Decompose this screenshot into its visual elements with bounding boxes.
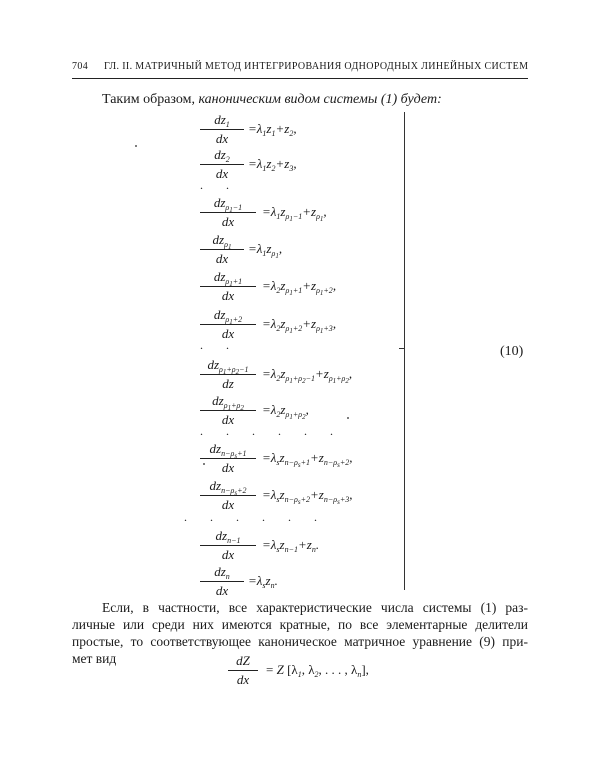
scan-speck xyxy=(347,417,349,419)
ellipsis-row-2: . . xyxy=(200,338,239,352)
paragraph-line: простые, то соответствующее каноническое матричное уравнение (9) при- xyxy=(72,634,528,649)
equation-number: (10) xyxy=(500,344,524,359)
body-paragraph xyxy=(72,599,528,667)
intro-sentence xyxy=(102,92,442,108)
intro-lead: Таким образом, xyxy=(102,92,195,107)
scan-speck xyxy=(135,145,137,147)
scan-speck xyxy=(203,463,205,465)
ellipsis-row-4: . . . . . . xyxy=(184,510,327,524)
ellipsis-row-1: . . xyxy=(200,178,239,192)
book-page: 704 ГЛ. II. МАТРИЧНЫЙ МЕТОД ИНТЕГРИРОВАНИЯ ОДНОРОДНЫХ ЛИНЕЙНЫХ СИСТЕМ Таким образом, каноническим видом системы (1) будет: $dz_1$ dx $=\lambda_1z_1+z_2$, $dz_2$ dx $=\lambda_1z_2+z_3$, . . $dz_{\rho_1-1}$ dx $=\lambda_1z_{\rho_1-1}+z_{\rho_1}$, $dz_{\rho_1}$ dx $=\lambda_1z_{\rho_1}$, $dz_{\rho_1+1}$ dx $=\lambda_2z_{\rho_1+1}+z_{\rho_1+2}$, $dz_{\rho_1+2}$ dx $=\lambda_2z_{\rho_1+2}+z_{\rho_1+3}$, . . $dz_{\rho_1+\rho_2-1}$ dz $=\lambda_2z_{\rho_1+\rho_2-1}+z_{\rho_1+\rho_2}$, $dz_{\rho_1+\rho_2}$ dx $=\lambda_2z_{\rho_1+\rho_2}$, . . . . . . $dz_{n-\rho_s+1}$ dx $=\lambda_sz_{n-\rho_s+1}+z_{n-\rho_s+2}$, $dz_{n-\rho_s+2}$ dx $=\lambda_sz_{n-\rho_s+2}+z_{n-\rho_s+3}$, . . . . . . $dz_{n-1}$ dx $=\lambda_sz_{n-1}+z_n$. $dz_n$ dx $=\lambda_sz_n$. (10) Если, в частности, все характеристические числа системы (1) раз- личные или среди них имеются кратные, по все элементарные делители простые, то соответствующее каноническое матричное уравнение (9) при- мет вид dZ dx = Z [$\lambda_1$, $\lambda_2$, . . . , $\lambda_n$], xyxy=(72,61,529,687)
chapter-title: ГЛ. II. МАТРИЧНЫЙ МЕТОД ИНТЕГРИРОВАНИЯ ОДНОРОДНЫХ ЛИНЕЙНЫХ СИСТЕМ xyxy=(104,61,529,72)
running-header xyxy=(72,61,528,75)
paragraph-line: мет вид xyxy=(72,651,117,666)
paragraph-line: личные или среди них имеются кратные, по все элементарные делители xyxy=(72,617,528,632)
ellipsis-row-3: . . . . . . xyxy=(200,424,343,438)
system-brace-tick xyxy=(399,348,405,349)
system-brace xyxy=(404,112,405,590)
paragraph-line: Если, в частности, все характеристические числа системы (1) раз- xyxy=(102,600,528,615)
page-number: 704 xyxy=(72,61,89,72)
intro-italic: каноническим видом системы (1) будет: xyxy=(198,92,442,107)
header-rule xyxy=(72,78,528,79)
